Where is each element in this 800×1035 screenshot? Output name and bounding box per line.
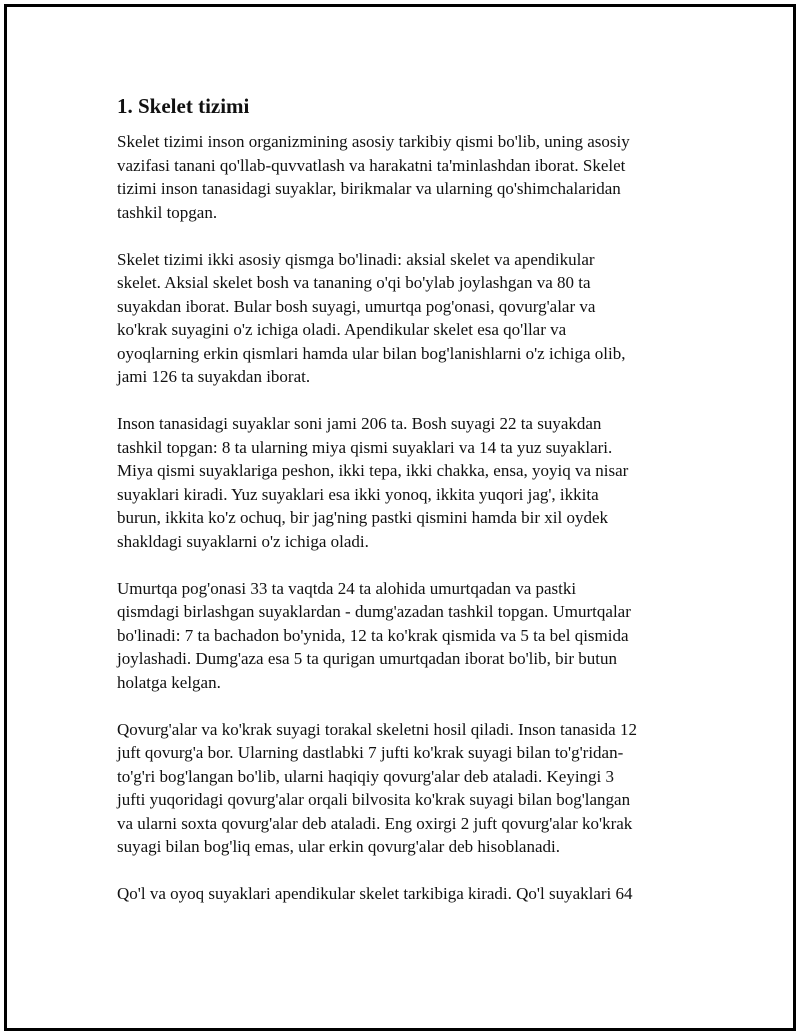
paragraph-skeleton-parts: Skelet tizimi ikki asosiy qismga bo'linadi: aksial skelet va apendikular skelet. Aksial skelet bosh va tananing o'qi bo'ylab joylashgan va 80 ta suyakdan iborat. Bular bosh suyagi, umurtqa pog'onasi, qovurg'alar va ko'krak suyagini o'z ichiga oladi. Apendikular skelet esa qo'llar va oyoqlarning erkin qismlari hamda ular bilan bog'lanishlarni o'z ichiga olib, jami 126 ta suyakdan iborat. <box>117 249 626 386</box>
paragraph-intro: Skelet tizimi inson organizmining asosiy tarkibiy qismi bo'lib, uning asosiy vazifasi tanani qo'llab-quvvatlash va harakatni ta'minlashdan iborat. Skelet tizimi inson tanasidagi suyaklar, birikmalar va ularning qo'shimchalaridan tashkil topgan. <box>117 132 630 222</box>
paragraph-spine: Umurtqa pog'onasi 33 ta vaqtda 24 ta alohida umurtqadan va pastki qismdagi birlashgan suyaklardan - dumg'azadan tashkil topgan. Umurtqalar bo'linadi: 7 ta bachadon bo'ynida, 12 ta ko'krak qismida va 5 ta bel qismida joylashadi. Dumg'aza esa 5 ta qurigan umurtqadan iborat bo'lib, bir butun holatga kelgan. <box>117 578 631 692</box>
paragraph-bone-count: Inson tanasidagi suyaklar soni jami 206 ta. Bosh suyagi 22 ta suyakdan tashkil topgan: 8 ta ularning miya qismi suyaklari va 14 ta yuz suyaklari. Miya qismi suyaklariga peshon, ikki tepa, ikki chakka, ensa, yoyiq va nisar suyaklari kiradi. Yuz suyaklari esa ikki yonoq, ikkita yuqori jag', ikkita burun, ikkita ko'z ochuq, bir jag'ning pastki qismini hamda bir xil oydek shakldagi suyaklarni o'z ichiga oladi. <box>117 414 629 551</box>
section-title: 1. Skelet tizimi <box>117 94 250 118</box>
paragraph-ribs: Qovurg'alar va ko'krak suyagi torakal skeletni hosil qiladi. Inson tanasida 12 juft qovurg'a bor. Ularning dastlabki 7 jufti ko'krak suyagi bilan to'g'ridan- to'g'ri bog'langan bo'lib, ularni haqiqiy qovurg'alar deb ataladi. Keyingi 3 jufti yuqoridagi qovurg'alar orqali bilvosita ko'krak suyagi bilan bog'langan va ularni soxta qovurg'alar deb ataladi. Eng oxirgi 2 juft qovurg'alar ko'krak suyagi bilan bog'liq emas, ular erkin qovurg'alar deb hisoblanadi. <box>117 719 637 856</box>
document-body <box>117 93 683 929</box>
paragraph-limbs: Qo'l va oyoq suyaklari apendikular skelet tarkibiga kiradi. Qo'l suyaklari 64 <box>117 884 633 903</box>
